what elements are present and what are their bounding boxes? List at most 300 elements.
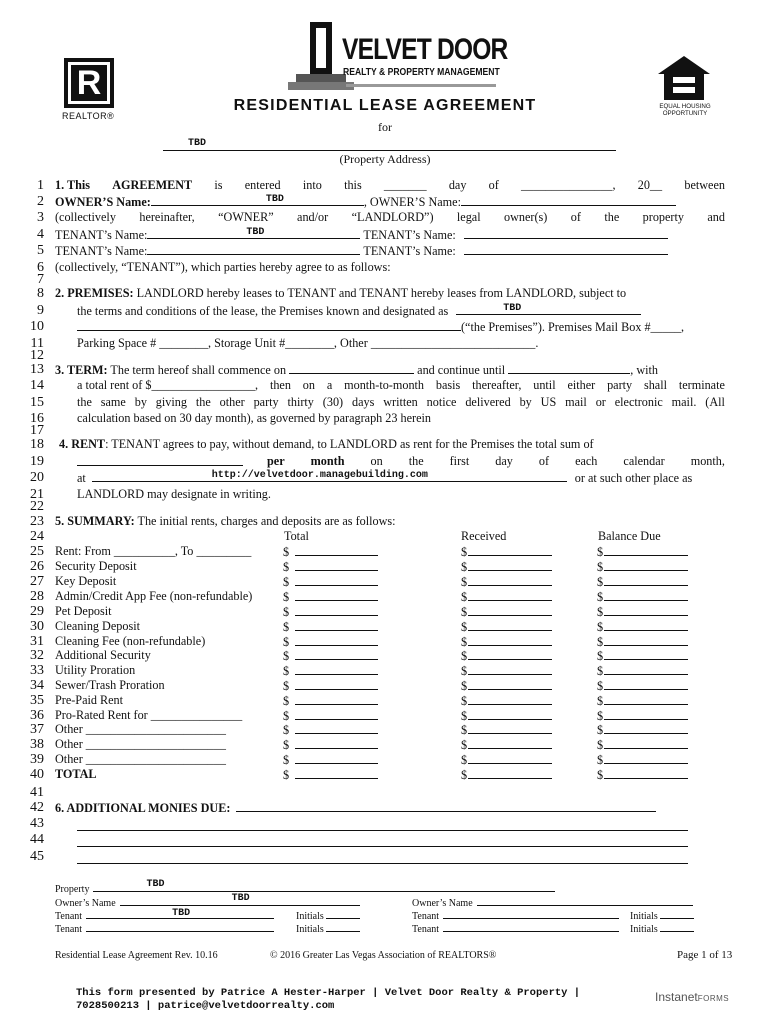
summary-intro: The initial rents, charges and deposits are as follows: bbox=[137, 514, 396, 528]
line-number: 16 bbox=[30, 411, 44, 426]
word: _______ bbox=[383, 178, 427, 192]
footer-tenant-field-2[interactable] bbox=[86, 922, 274, 932]
footer-initials-3 bbox=[630, 909, 694, 923]
footer-initials-1 bbox=[296, 909, 360, 923]
word: thirty bbox=[287, 395, 314, 409]
word: a bbox=[326, 378, 333, 392]
summary-balance-field[interactable] bbox=[604, 544, 688, 556]
presented-by bbox=[76, 987, 580, 1013]
sec3-text-b: and continue until bbox=[417, 363, 506, 377]
summary-total-field[interactable] bbox=[295, 544, 378, 556]
word: same bbox=[100, 395, 126, 409]
summary-received-field[interactable] bbox=[468, 559, 552, 571]
summary-received-cell bbox=[461, 559, 552, 575]
footer-tenant-value: TBD bbox=[172, 908, 191, 919]
owner-name-field-1[interactable] bbox=[151, 194, 364, 206]
summary-received-field[interactable] bbox=[468, 544, 552, 556]
sec3-line-13 bbox=[55, 362, 658, 378]
sec3-line-14 bbox=[77, 378, 725, 393]
line-number: 28 bbox=[30, 589, 44, 604]
word: mail bbox=[565, 395, 587, 409]
summary-balance-cell bbox=[597, 619, 688, 635]
footer-tenant-label-4: Tenant bbox=[412, 924, 440, 935]
summary-total-field[interactable] bbox=[295, 589, 378, 601]
dollar-sign: $ bbox=[461, 605, 468, 619]
summary-total-field[interactable] bbox=[295, 708, 378, 720]
word: calendar bbox=[623, 454, 665, 468]
word: each bbox=[575, 454, 598, 468]
summary-received-cell bbox=[461, 544, 552, 560]
dollar-sign: $ bbox=[283, 768, 290, 782]
summary-balance-field[interactable] bbox=[604, 574, 688, 586]
footer-revision: Residential Lease Agreement Rev. 10.16 bbox=[55, 950, 218, 961]
summary-row-label: Additional Security bbox=[55, 648, 151, 662]
dollar-sign: $ bbox=[461, 694, 468, 708]
summary-balance-field[interactable] bbox=[604, 589, 688, 601]
line-number: 19 bbox=[30, 454, 44, 469]
property-address-line bbox=[163, 150, 616, 151]
dollar-sign: $ bbox=[283, 664, 290, 678]
line-number: 2 bbox=[37, 194, 44, 209]
dollar-sign: $ bbox=[597, 664, 604, 678]
brand-subtitle: REALTY & PROPERTY MANAGEMENT bbox=[343, 67, 500, 78]
word: _______________, bbox=[521, 178, 616, 192]
summary-received-cell bbox=[461, 589, 552, 605]
word: month-to-month bbox=[344, 378, 425, 392]
word: the bbox=[77, 395, 92, 409]
word: or bbox=[595, 395, 606, 409]
footer-tenant-row-1 bbox=[55, 909, 274, 923]
additional-monies-field-4[interactable] bbox=[77, 863, 688, 864]
line-number: 38 bbox=[30, 737, 44, 752]
dollar-sign: $ bbox=[461, 545, 468, 559]
word: (All bbox=[705, 395, 725, 409]
summary-balance-cell bbox=[597, 752, 688, 768]
word: day bbox=[495, 454, 513, 468]
dollar-sign: $ bbox=[597, 590, 604, 604]
footer-tenant-label-1: Tenant bbox=[55, 911, 83, 922]
brand-name: VELVET DOOR bbox=[342, 33, 508, 66]
dollar-sign: $ bbox=[461, 768, 468, 782]
dollar-sign: $ bbox=[283, 575, 290, 589]
owner-name-value-1: TBD bbox=[265, 194, 284, 205]
sec3-text-a: The term hereof shall commence on bbox=[110, 363, 287, 377]
dollar-sign: $ bbox=[597, 753, 604, 767]
summary-received-field[interactable] bbox=[468, 737, 552, 749]
summary-received-cell bbox=[461, 574, 552, 590]
summary-received-field[interactable] bbox=[468, 663, 552, 675]
col-total-header: Total bbox=[284, 529, 309, 543]
summary-balance-cell bbox=[597, 693, 688, 709]
summary-row-label: Admin/Credit App Fee (non-refundable) bbox=[55, 589, 253, 603]
word: of bbox=[538, 454, 550, 468]
word: until bbox=[533, 378, 556, 392]
line-number: 10 bbox=[30, 319, 44, 334]
word: month, bbox=[690, 454, 725, 468]
word: either bbox=[567, 378, 596, 392]
word: 1. This bbox=[55, 178, 91, 192]
summary-total-cell bbox=[283, 722, 378, 738]
sec3-text-c: , with bbox=[630, 363, 658, 377]
col-balance-header: Balance Due bbox=[598, 529, 661, 543]
word: the bbox=[604, 210, 620, 224]
dollar-sign: $ bbox=[597, 723, 604, 737]
word: 20__ bbox=[637, 178, 663, 192]
summary-total-cell bbox=[283, 752, 378, 768]
footer-owner-field-1[interactable] bbox=[120, 893, 360, 906]
summary-balance-field[interactable] bbox=[604, 663, 688, 675]
owner-name-label: OWNER’S Name: bbox=[55, 195, 151, 209]
summary-balance-cell bbox=[597, 678, 688, 694]
footer-initials-field-3[interactable] bbox=[660, 909, 694, 919]
summary-total-cell bbox=[283, 619, 378, 635]
line-number: 21 bbox=[30, 487, 44, 502]
summary-total-field[interactable] bbox=[295, 678, 378, 690]
sec4-line-18-text: : TENANT agrees to pay, without demand, to LANDLORD as rent for the Premises the total sum of bbox=[105, 437, 594, 451]
line-number: 11 bbox=[30, 336, 44, 351]
line-number: 24 bbox=[30, 529, 44, 544]
line-number: 26 bbox=[30, 559, 44, 574]
line-number: 12 bbox=[30, 348, 44, 363]
document-title: RESIDENTIAL LEASE AGREEMENT bbox=[233, 97, 537, 114]
summary-balance-field[interactable] bbox=[604, 559, 688, 571]
word: between bbox=[684, 178, 725, 192]
summary-total-cell bbox=[283, 663, 378, 679]
term-heading: 3. TERM: bbox=[55, 363, 108, 377]
additional-monies-field-1[interactable] bbox=[236, 800, 656, 812]
dollar-sign: $ bbox=[461, 664, 468, 678]
footer-initials-2 bbox=[296, 922, 360, 936]
premises-designation-value: TBD bbox=[503, 303, 522, 314]
summary-received-field[interactable] bbox=[468, 678, 552, 690]
sec2-line-8-text: LANDLORD hereby leases to TENANT and TENANT hereby leases from LANDLORD, subject to bbox=[136, 286, 627, 300]
equal-housing-text: EQUAL HOUSING OPPORTUNITY bbox=[659, 103, 711, 117]
dollar-sign: $ bbox=[461, 560, 468, 574]
for-text: for bbox=[378, 120, 392, 134]
word: of bbox=[570, 210, 581, 224]
sec5-line-23 bbox=[55, 514, 396, 529]
footer-initials-field-4[interactable] bbox=[660, 922, 694, 932]
dollar-sign: $ bbox=[283, 545, 290, 559]
dollar-sign: $ bbox=[597, 694, 604, 708]
term-start-field[interactable] bbox=[289, 362, 414, 374]
summary-total-field[interactable] bbox=[295, 722, 378, 734]
summary-received-cell bbox=[461, 767, 552, 783]
word: “OWNER” bbox=[218, 210, 274, 224]
word: other bbox=[219, 395, 245, 409]
summary-balance-field[interactable] bbox=[604, 648, 688, 660]
word: day bbox=[448, 178, 467, 192]
summary-balance-field[interactable] bbox=[604, 678, 688, 690]
word: per bbox=[267, 454, 285, 468]
summary-row-label: TOTAL bbox=[55, 767, 97, 781]
summary-balance-field[interactable] bbox=[604, 634, 688, 646]
word: notice bbox=[426, 395, 457, 409]
word: then bbox=[269, 378, 291, 392]
line-number: 23 bbox=[30, 514, 44, 529]
line-number: 5 bbox=[37, 243, 44, 258]
realtor-text: REALTOR® bbox=[62, 111, 115, 121]
summary-row-label: Utility Proration bbox=[55, 663, 136, 677]
owner-name-field-2[interactable] bbox=[461, 194, 676, 206]
line-number: 18 bbox=[30, 437, 44, 452]
dollar-sign: $ bbox=[283, 738, 290, 752]
word: days bbox=[352, 395, 375, 409]
summary-received-cell bbox=[461, 722, 552, 738]
dollar-sign: $ bbox=[461, 723, 468, 737]
footer-tenant-row-3 bbox=[412, 909, 619, 923]
rent-amount-field[interactable] bbox=[77, 454, 243, 466]
line-number: 7 bbox=[37, 272, 44, 287]
term-end-field[interactable] bbox=[508, 362, 630, 374]
summary-total-cell bbox=[283, 544, 378, 560]
sec2-line-9 bbox=[77, 303, 641, 319]
footer-initials-field-1[interactable] bbox=[326, 909, 360, 919]
sec4-line-18 bbox=[59, 437, 594, 452]
line-number: 25 bbox=[30, 544, 44, 559]
footer-owner-label-1: Owner’s Name bbox=[55, 898, 116, 909]
word: party bbox=[253, 395, 279, 409]
dollar-sign: $ bbox=[461, 620, 468, 634]
summary-received-field[interactable] bbox=[468, 619, 552, 631]
additional-monies-field-3[interactable] bbox=[77, 846, 688, 847]
tenant-name-field-1[interactable] bbox=[147, 227, 360, 239]
dollar-sign: $ bbox=[597, 709, 604, 723]
sec1-tenant-row-2 bbox=[55, 243, 668, 259]
property-address-value[interactable]: TBD bbox=[188, 138, 207, 149]
summary-total-cell bbox=[283, 559, 378, 575]
additional-monies-heading: 6. ADDITIONAL MONIES DUE: bbox=[55, 801, 231, 815]
line-number: 41 bbox=[30, 785, 44, 800]
premises-address-field[interactable] bbox=[77, 319, 461, 331]
summary-balance-field[interactable] bbox=[604, 708, 688, 720]
payment-url: http://velvetdoor.managebuilding.com bbox=[211, 470, 428, 481]
word: giving bbox=[155, 395, 187, 409]
word: electronic bbox=[614, 395, 663, 409]
sec2-line-11: Parking Space # ________, Storage Unit #________, Other ___________________________. bbox=[77, 336, 539, 350]
sec1-tenant-row-1 bbox=[55, 227, 668, 243]
line-number: 27 bbox=[30, 574, 44, 589]
line-number: 35 bbox=[30, 693, 44, 708]
summary-total-field[interactable] bbox=[295, 752, 378, 764]
word: the bbox=[408, 454, 424, 468]
line-number: 37 bbox=[30, 722, 44, 737]
sec1-line-3 bbox=[55, 210, 725, 225]
line-number: 4 bbox=[37, 227, 44, 242]
footer-tenant-row-2 bbox=[55, 922, 274, 936]
summary-received-field[interactable] bbox=[468, 604, 552, 616]
sec3-line-16: calculation based on 30 day month), as governed by paragraph 23 herein bbox=[77, 411, 431, 425]
word: a total rent of $_________________, bbox=[77, 378, 259, 392]
sec1-line-1 bbox=[55, 178, 725, 193]
summary-total-field[interactable] bbox=[295, 559, 378, 571]
summary-received-cell bbox=[461, 752, 552, 768]
word: party bbox=[607, 378, 633, 392]
summary-received-field[interactable] bbox=[468, 693, 552, 705]
footer-tenant-field-3[interactable] bbox=[443, 909, 619, 919]
summary-balance-cell bbox=[597, 544, 688, 560]
line-number: 44 bbox=[30, 832, 44, 847]
dollar-sign: $ bbox=[597, 649, 604, 663]
word: (30) bbox=[322, 395, 344, 409]
summary-balance-field[interactable] bbox=[604, 693, 688, 705]
word: entered bbox=[244, 178, 281, 192]
summary-received-cell bbox=[461, 737, 552, 753]
summary-received-cell bbox=[461, 693, 552, 709]
summary-received-field[interactable] bbox=[468, 648, 552, 660]
word: on bbox=[370, 454, 383, 468]
line-number: 20 bbox=[30, 470, 44, 485]
dollar-sign: $ bbox=[461, 649, 468, 663]
summary-total-field[interactable] bbox=[295, 737, 378, 749]
word: month bbox=[310, 454, 345, 468]
dollar-sign: $ bbox=[283, 635, 290, 649]
footer-tenant-field-1[interactable] bbox=[86, 909, 274, 919]
dollar-sign: $ bbox=[283, 753, 290, 767]
summary-total-cell bbox=[283, 678, 378, 694]
footer-tenant-label-3: Tenant bbox=[412, 911, 440, 922]
footer-initials-field-2[interactable] bbox=[326, 922, 360, 932]
summary-received-field[interactable] bbox=[468, 589, 552, 601]
summary-balance-cell bbox=[597, 559, 688, 575]
dollar-sign: $ bbox=[283, 590, 290, 604]
footer-page-number: Page 1 of 13 bbox=[677, 949, 733, 961]
word: delivered bbox=[465, 395, 511, 409]
footer-property-value: TBD bbox=[146, 879, 165, 890]
property-address-label: (Property Address) bbox=[339, 152, 431, 166]
sec4-line-21: LANDLORD may designate in writing. bbox=[77, 487, 271, 501]
footer-owner-value: TBD bbox=[231, 893, 250, 904]
line-number: 43 bbox=[30, 816, 44, 831]
summary-row-label: Other _______________________ bbox=[55, 722, 226, 736]
summary-balance-field[interactable] bbox=[604, 737, 688, 749]
word: written bbox=[383, 395, 418, 409]
word: terminate bbox=[678, 378, 725, 392]
dollar-sign: $ bbox=[597, 768, 604, 782]
dollar-sign: $ bbox=[597, 635, 604, 649]
word: into bbox=[302, 178, 322, 192]
word: hereinafter, bbox=[139, 210, 195, 224]
equal-housing-icon bbox=[656, 54, 712, 102]
tenant-name-field-4[interactable] bbox=[464, 243, 668, 255]
tenant-name-label: TENANT’s Name: bbox=[55, 228, 148, 242]
line-number: 17 bbox=[30, 423, 44, 438]
word: AGREEMENT bbox=[112, 178, 193, 192]
summary-received-field[interactable] bbox=[468, 574, 552, 586]
summary-received-field[interactable] bbox=[468, 767, 552, 779]
line-number: 6 bbox=[37, 260, 44, 275]
summary-total-field[interactable] bbox=[295, 634, 378, 646]
footer-tenant-label-2: Tenant bbox=[55, 924, 83, 935]
line-number: 14 bbox=[30, 378, 44, 393]
word: is bbox=[214, 178, 223, 192]
summary-row-label: Pro-Rated Rent for _______________ bbox=[55, 708, 243, 722]
sec1-line-6: (collectively, “TENANT”), which parties hereby agree to as follows: bbox=[55, 260, 391, 274]
dollar-sign: $ bbox=[283, 679, 290, 693]
summary-total-field[interactable] bbox=[295, 693, 378, 705]
dollar-sign: $ bbox=[597, 620, 604, 634]
summary-row-label: Security Deposit bbox=[55, 559, 137, 573]
tenant-name-label-d: TENANT’s Name: bbox=[363, 244, 456, 258]
dollar-sign: $ bbox=[597, 605, 604, 619]
line-number: 36 bbox=[30, 708, 44, 723]
dollar-sign: $ bbox=[597, 545, 604, 559]
word: legal bbox=[456, 210, 481, 224]
dollar-sign: $ bbox=[283, 649, 290, 663]
footer-copyright: © 2016 Greater Las Vegas Association of REALTORS® bbox=[270, 950, 497, 961]
line-number: 30 bbox=[30, 619, 44, 634]
summary-balance-field[interactable] bbox=[604, 767, 688, 779]
summary-balance-field[interactable] bbox=[604, 604, 688, 616]
summary-total-field[interactable] bbox=[295, 663, 378, 675]
summary-heading: 5. SUMMARY: bbox=[55, 514, 135, 528]
sec4-line-19 bbox=[267, 454, 725, 469]
word: by bbox=[519, 395, 532, 409]
footer-property-row bbox=[55, 879, 555, 896]
word: and bbox=[707, 210, 725, 224]
summary-balance-field[interactable] bbox=[604, 619, 688, 631]
footer-tenant-field-4[interactable] bbox=[443, 922, 619, 932]
summary-total-cell bbox=[283, 589, 378, 605]
summary-row-label: Other _______________________ bbox=[55, 737, 226, 751]
summary-received-cell bbox=[461, 648, 552, 664]
summary-total-field[interactable] bbox=[295, 604, 378, 616]
payment-location-field[interactable] bbox=[92, 470, 567, 482]
realtor-logo-mark: R bbox=[76, 64, 102, 102]
summary-received-field[interactable] bbox=[468, 752, 552, 764]
summary-total-field[interactable] bbox=[295, 767, 378, 779]
summary-received-cell bbox=[461, 663, 552, 679]
footer-initials-label-1: Initials bbox=[296, 911, 324, 922]
summary-total-cell bbox=[283, 604, 378, 620]
line-number: 29 bbox=[30, 604, 44, 619]
summary-received-field[interactable] bbox=[468, 722, 552, 734]
word: by bbox=[134, 395, 147, 409]
summary-total-field[interactable] bbox=[295, 648, 378, 660]
summary-balance-field[interactable] bbox=[604, 722, 688, 734]
summary-total-field[interactable] bbox=[295, 574, 378, 586]
tenant-name-field-3[interactable] bbox=[147, 243, 360, 255]
summary-received-field[interactable] bbox=[468, 634, 552, 646]
line-number: 15 bbox=[30, 395, 44, 410]
tenant-name-field-2[interactable] bbox=[464, 227, 668, 239]
line-number: 45 bbox=[30, 849, 44, 864]
summary-balance-cell bbox=[597, 589, 688, 605]
summary-balance-cell bbox=[597, 722, 688, 738]
premises-designation-field[interactable] bbox=[456, 303, 641, 315]
summary-row-label: Pre-Paid Rent bbox=[55, 693, 124, 707]
summary-row-label: Rent: From __________, To _________ bbox=[55, 544, 252, 558]
summary-balance-cell bbox=[597, 648, 688, 664]
additional-monies-field-2[interactable] bbox=[77, 830, 688, 831]
word: first bbox=[449, 454, 470, 468]
rent-heading: 4. RENT bbox=[59, 437, 106, 451]
summary-received-field[interactable] bbox=[468, 708, 552, 720]
summary-total-cell bbox=[283, 648, 378, 664]
owner-name-label-2: , OWNER’S Name: bbox=[363, 195, 461, 209]
footer-owner-field-2[interactable] bbox=[477, 896, 693, 906]
summary-balance-cell bbox=[597, 663, 688, 679]
instanet-text: Instanet bbox=[655, 990, 698, 1004]
dollar-sign: $ bbox=[461, 709, 468, 723]
sec2-line-10-text: (“the Premises”). Premises Mail Box #_____, bbox=[461, 320, 685, 334]
footer-property-field[interactable] bbox=[93, 879, 555, 892]
tenant-name-label-b: TENANT’s Name: bbox=[363, 228, 456, 242]
summary-balance-field[interactable] bbox=[604, 752, 688, 764]
summary-total-field[interactable] bbox=[295, 619, 378, 631]
sec3-line-15 bbox=[77, 395, 725, 410]
line-number: 42 bbox=[30, 800, 44, 815]
